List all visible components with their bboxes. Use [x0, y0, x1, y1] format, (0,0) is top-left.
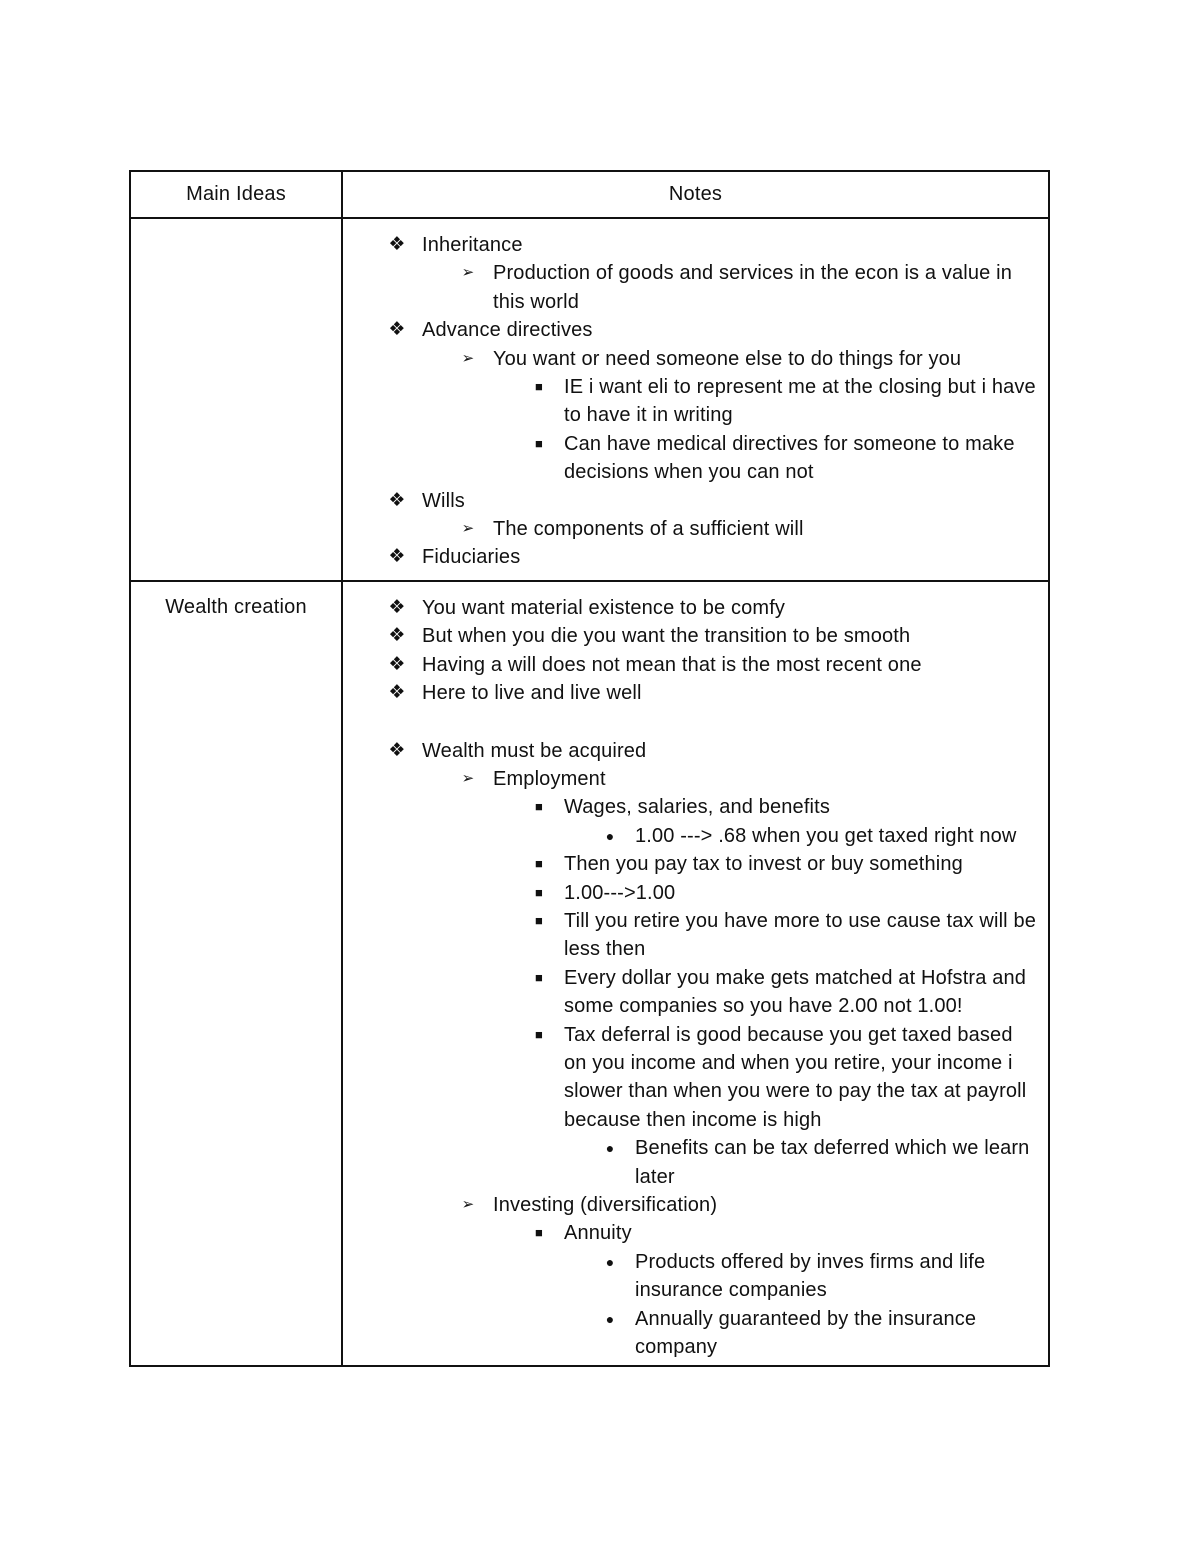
square-bullet-icon: ■	[534, 856, 543, 872]
square-bullet-icon: ■	[534, 912, 543, 928]
list-item	[343, 622, 1038, 650]
list-item-text: 1.00--->1.00	[564, 881, 676, 904]
notes-header: Notes	[342, 171, 1049, 218]
list-item-text: Can have medical directives for someone to make decisions when you can not	[564, 432, 1015, 484]
list-item	[343, 907, 1038, 964]
list-item	[343, 515, 1038, 543]
diamond-cluster-icon: ❖	[388, 489, 406, 511]
list-item-text: You want or need someone else to do things for you	[493, 347, 962, 370]
arrowhead-icon: ➢	[461, 264, 475, 282]
list-item-text: Employment	[493, 767, 606, 790]
list-item-text: 1.00 ---> .68 when you get taxed right now	[635, 824, 1017, 847]
table-row	[130, 218, 1049, 581]
main-ideas-header: Main Ideas	[130, 171, 342, 218]
arrowhead-icon: ➢	[461, 769, 475, 787]
list-item	[343, 543, 1038, 571]
list-item	[343, 822, 1038, 850]
list-item	[343, 316, 1038, 344]
list-item	[343, 594, 1038, 622]
square-bullet-icon: ■	[534, 1225, 543, 1241]
list-item	[343, 964, 1038, 1021]
arrowhead-icon: ➢	[461, 1196, 475, 1213]
list-item-text: Wealth must be acquired	[422, 739, 647, 762]
list-item-text: Till you retire you have more to use cause tax will be less then	[564, 909, 1037, 961]
list-item	[343, 879, 1038, 907]
list-item-text: Production of goods and services in the econ is a value in this world	[493, 262, 1013, 313]
square-bullet-icon: ■	[534, 435, 543, 451]
diamond-cluster-icon: ❖	[388, 596, 406, 618]
list-item	[343, 430, 1038, 487]
list-item-text: But when you die you want the transition to be smooth	[422, 625, 911, 648]
list-item-text: Here to live and live well	[422, 682, 642, 705]
list-item-text: Every dollar you make gets matched at Hofstra and some companies so you have 2.00 not 1.00!	[564, 966, 1027, 1018]
list-item-text: Having a will does not mean that is the most recent one	[422, 653, 922, 676]
list-item	[343, 1191, 1038, 1219]
list-item	[343, 765, 1038, 793]
list-item-text: The components of a sufficient will	[493, 518, 804, 541]
list-item-text: Advance directives	[422, 319, 593, 342]
square-bullet-icon: ■	[534, 799, 543, 815]
list-item-text: Benefits can be tax deferred which we learn later	[635, 1137, 1030, 1188]
list-item-text: You want material existence to be comfy	[422, 596, 786, 619]
diamond-cluster-icon: ❖	[388, 234, 406, 255]
square-bullet-icon: ■	[534, 884, 543, 900]
round-bullet-icon: ●	[605, 1310, 615, 1327]
list-item	[343, 487, 1038, 515]
list-item	[343, 231, 1038, 259]
notes-cell	[342, 218, 1049, 581]
list-item-text: Investing (diversification)	[493, 1194, 718, 1216]
list-item	[343, 850, 1038, 878]
diamond-cluster-icon: ❖	[388, 625, 406, 647]
list-item	[343, 679, 1038, 707]
header-row	[130, 171, 1049, 218]
diamond-cluster-icon: ❖	[388, 319, 406, 341]
list-item	[343, 1134, 1038, 1191]
diamond-cluster-icon: ❖	[388, 682, 406, 704]
list-item-text: Annually guaranteed by the insurance company	[635, 1307, 977, 1359]
list-item-text: Products offered by inves firms and life insurance companies	[635, 1250, 986, 1302]
round-bullet-icon: ●	[605, 827, 615, 844]
list-item	[343, 1021, 1038, 1135]
list-item-text: Fiduciaries	[422, 546, 521, 569]
square-bullet-icon: ■	[534, 969, 543, 985]
round-bullet-icon: ●	[605, 1253, 615, 1270]
list-item-text: IE i want eli to represent me at the closing but i have to have it in writing	[564, 376, 1036, 427]
diamond-cluster-icon: ❖	[388, 739, 406, 761]
notes-table	[129, 170, 1050, 1367]
list-item-text: Inheritance	[422, 234, 523, 256]
list-item-text: Wages, salaries, and benefits	[564, 796, 830, 819]
list-item	[343, 1219, 1038, 1247]
list-item	[343, 793, 1038, 821]
arrowhead-icon: ➢	[461, 349, 475, 367]
main-idea-cell: Wealth creation	[130, 581, 342, 1367]
square-bullet-icon: ■	[534, 379, 543, 395]
list-item	[343, 373, 1038, 430]
diamond-cluster-icon: ❖	[388, 653, 406, 675]
notes-cell	[342, 581, 1049, 1367]
list-item	[343, 651, 1038, 679]
table-row	[130, 581, 1049, 1367]
list-item	[343, 1305, 1038, 1362]
arrowhead-icon: ➢	[461, 520, 475, 538]
list-item	[343, 345, 1038, 373]
main-idea-cell	[130, 218, 342, 581]
list-item	[343, 259, 1038, 316]
list-item-text: Wills	[422, 489, 465, 512]
diamond-cluster-icon: ❖	[388, 546, 406, 568]
list-item-text: Annuity	[564, 1222, 632, 1245]
list-item-text: Then you pay tax to invest or buy something	[564, 853, 963, 876]
blank-line	[343, 708, 1038, 737]
round-bullet-icon: ●	[605, 1140, 615, 1157]
square-bullet-icon: ■	[534, 1026, 543, 1042]
list-item	[343, 1248, 1038, 1305]
list-item-text: Tax deferral is good because you get taxed based on you income and when you retire, your income i slower than when you were to pay the tax at payroll because then income is high	[564, 1023, 1027, 1131]
list-item	[343, 737, 1038, 765]
